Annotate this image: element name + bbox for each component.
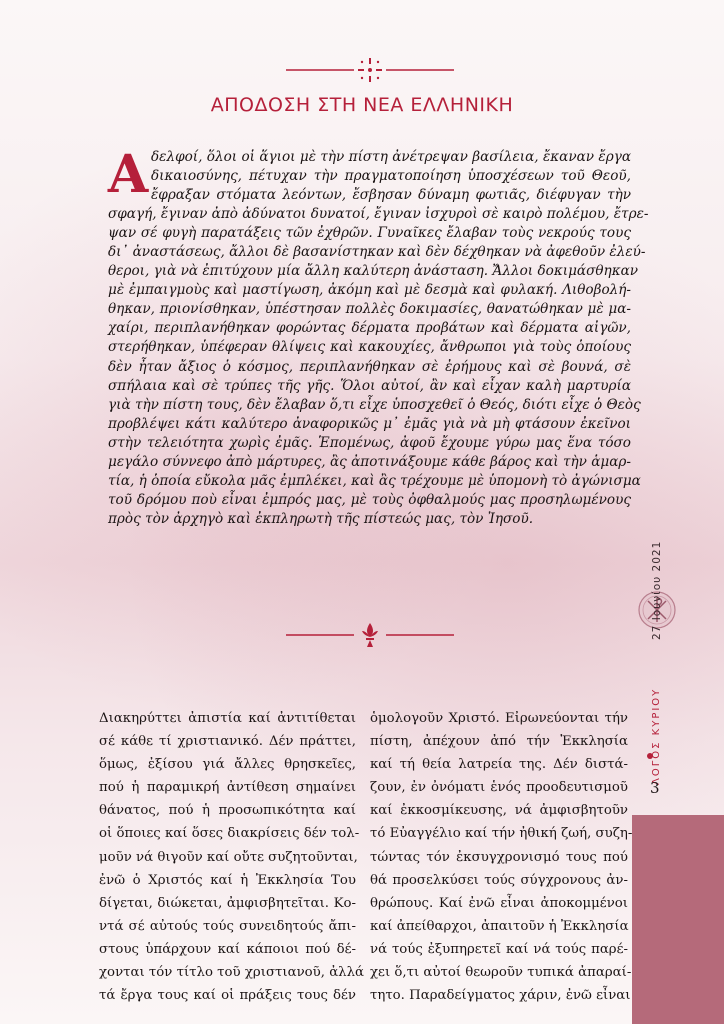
text-line: χονται τόν τίτλο τοῦ χριστιανοῦ, ἀλλά: [99, 965, 365, 981]
text-line: θρώπους. Καί ἐνῶ εἶναι ἀποκομμένοι: [370, 895, 628, 911]
text-line: νά τούς ἐξυπηρετεῖ καί νά τούς παρέ-: [370, 941, 628, 957]
text-line: τό Εὐαγγέλιο καί τήν ἠθική ζωή, συζη-: [370, 826, 633, 842]
text-line: δὲν ἦταν ἄξιος ὁ κόσμος, περιπλανήθηκαν σὲ ἐρήμους καὶ σὲ βουνά, σὲ: [108, 358, 631, 375]
magazine-name: ΛΟΓΟΣ ΚΥΡΙΟΥ: [651, 687, 662, 785]
fleur-divider-icon: [286, 621, 454, 649]
text-line: σπήλαια καὶ σὲ τρύπες τῆς γῆς. Ὅλοι αὐτοί, ἂν καὶ εἶχαν καλὴ μαρτυρία: [108, 377, 631, 394]
text-line: πρὸς τὸν ἀρχηγὸ καὶ ἐκπληρωτὴ τῆς πίστεώς μας, τὸν Ἰησοῦ.: [108, 510, 534, 527]
text-line: τητο. Παραδείγματος χάριν, ἐνῶ εἶναι: [370, 988, 631, 1004]
text-line: καί ἀπείθαρχοι, ἀπαιτοῦν ἡ Ἐκκλησία: [370, 918, 629, 934]
text-line: στὴν τελειότητα χωρὶς ἐμᾶς. Ἑπομένως, ἀφοῦ ἔχουμε γύρω μας ἕνα τόσο: [108, 434, 631, 451]
text-line: καί ἐκκοσμίκευσης, νά ἀμφισβητοῦν: [370, 803, 628, 819]
left-column: [99, 707, 365, 1007]
text-line: θηκαν, πριονίσθηκαν, ὑπέστησαν πολλὲς δοκιμασίες, θανατώθηκαν μὲ μα-: [108, 301, 631, 318]
text-line: πίστη, ἀπέχουν ἀπό τήν Ἐκκλησία: [370, 734, 628, 750]
text-line: θεροι, γιὰ νὰ ἐπιτύχουν μία ἄλλη καλύτερη ἀνάσταση. Ἄλλοι δοκιμάσθηκαν: [108, 263, 639, 280]
text-line: τία, ἡ ὁποία εὔκολα μᾶς ἐμπλέκει, καὶ ἂς τρέχουμε μὲ ὑπομονὴ τὸ ἀγώνισμα: [108, 472, 641, 489]
page-number: 3: [650, 779, 660, 797]
section-heading: ΑΠΟΔΟΣΗ ΣΤΗ ΝΕΑ ΕΛΛΗΝΙΚΗ: [210, 94, 514, 116]
text-line: γιὰ τὴν πίστη τους, δὲν ἔλαβαν ὅ,τι εἶχε ὑποσχεθεῖ ὁ Θεός, διότι εἶχε ὁ Θεὸς: [108, 396, 641, 413]
text-line: μοῦν νά θιγοῦν καί οὔτε συζητοῦνται,: [99, 849, 358, 865]
svg-text:Α: Α: [107, 144, 149, 205]
text-line: τοῦ δρόμου ποὺ εἶναι ἐμπρός μας, μὲ τοὺς ὀφθαλμούς μας προσηλωμένους: [108, 491, 631, 508]
text-line: θά προσελκύσει τούς σύγχρονους ἀν-: [370, 872, 628, 888]
text-line: ντά σέ αὐτούς τούς συνειδητούς ἄπι-: [99, 918, 356, 934]
text-line: τώντας τόν ἐκσυγχρονισμό τους πού: [370, 849, 628, 865]
text-line: οἱ ὅποιες καί ὅσες διακρίσεις δέν τολ-: [99, 826, 360, 842]
text-line: δελφοί, ὅλοι οἱ ἅγιοι μὲ τὴν πίστη ἀνέτρεψαν βασίλεια, ἔκαναν ἔργα: [151, 149, 631, 165]
text-line: προβλέψει κάτι καλύτερο ἀναφορικῶς μ᾽ ἐμᾶς γιὰ νὰ μὴ φτάσουν ἐκεῖνοι: [108, 415, 631, 432]
text-line: καί τή θεία λατρεία της. Δέν διστά-: [370, 757, 628, 773]
text-line: θάνατος, πού ἡ προσωπικότητα καί: [99, 803, 356, 819]
text-line: δίγεται, διώκεται, ἀμφισβητεῖται. Κο-: [99, 895, 356, 911]
issue-date: 27 Ιουνίου 2021: [651, 540, 663, 640]
text-line: στους ὑπάρχουν καί κάποιοι πού δέ-: [99, 941, 356, 957]
text-line: δι᾽ ἀναστάσεως, ἄλλοι δὲ βασανίστηκαν καὶ δὲν δέχθηκαν νὰ ἀφεθοῦν ἐλεύ-: [108, 244, 646, 261]
text-line: μὲ ἐμπαιγμοὺς καὶ μαστίγωση, ἀκόμη καὶ μὲ δεσμὰ καὶ φυλακή. Λιθοβολή-: [108, 282, 631, 299]
right-column: [370, 707, 633, 1007]
text-line: χει ὅ,τι αὐτοί θεωροῦν τυπικά ἀπαραί-: [370, 965, 632, 981]
text-line: μεγάλο σύννεφο ἀπὸ μάρτυρες, ἂς ἀποτινάξουμε κάθε βάρος καὶ τὴν ἁμαρ-: [108, 453, 631, 470]
text-line: ζουν, ἐν ὀνόματι ἑνός προοδευτισμοῦ: [370, 780, 628, 796]
text-line: ἐνῶ ὁ Χριστός καί ἡ Ἐκκλησία Του: [99, 872, 356, 888]
text-line: στερήθηκαν, ὑπέφεραν θλίψεις καὶ κακουχίες, ἄνθρωποι γιὰ τοὺς ὁποίους: [108, 339, 631, 356]
text-line: πού ἡ παραμικρή ἀντίθεση σημαίνει: [99, 780, 356, 796]
text-line: ὅμως, ἐξίσου γιά ἄλλες θρησκεῖες,: [99, 757, 356, 773]
ornament-divider-icon: [286, 56, 454, 84]
text-line: σφαγή, ἔγιναν ἀπὸ ἀδύνατοι δυνατοί, ἔγιναν ἰσχυροὶ σὲ καιρὸ πολέμου, ἔτρε-: [108, 206, 649, 223]
text-line: ὁμολογοῦν Χριστό. Εἰρωνεύονται τήν: [370, 711, 628, 726]
text-line: ἔφραξαν στόματα λεόντων, ἔσβησαν δύναμη φωτιᾶς, διέφυγαν τὴν: [151, 187, 631, 204]
decorative-color-bar: [632, 815, 724, 1024]
text-line: τά ἔργα τους καί οἱ πράξεις τους δέν: [99, 988, 356, 1004]
text-line: Διακηρύττει ἀπιστία καί ἀντιτίθεται: [99, 711, 356, 726]
text-line: δικαιοσύνης, πέτυχαν τὴν πραγματοποίηση ὑποσχέσεων τοῦ Θεοῦ,: [151, 168, 631, 185]
text-line: ψαν σέ φυγὴ παρατάξεις τῶν ἐχθρῶν. Γυναῖκες ἔλαβαν τοὺς νεκρούς τους: [108, 225, 631, 242]
text-line: χαίρι, περιπλανήθηκαν φορώντας δέρματα προβάτων καὶ δέρματα αἰγῶν,: [108, 320, 631, 337]
dropcap-letter: [107, 144, 149, 205]
text-line: σέ κάθε τί χριστιανικό. Δέν πράττει,: [99, 734, 356, 750]
italic-translation-text: [108, 148, 649, 529]
